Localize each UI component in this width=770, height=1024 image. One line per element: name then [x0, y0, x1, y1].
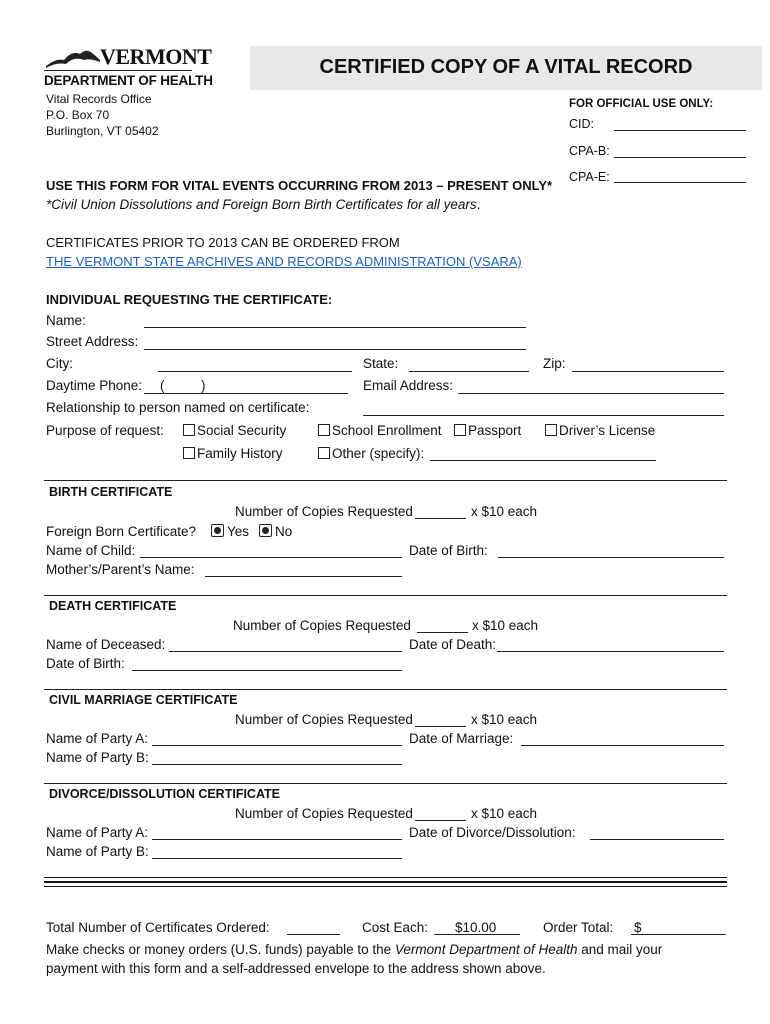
order-total-field[interactable]	[631, 934, 726, 935]
requester-heading: INDIVIDUAL REQUESTING THE CERTIFICATE:	[46, 292, 333, 307]
divorce-date-label: Date of Divorce/Dissolution:	[409, 825, 576, 840]
checkbox[interactable]	[545, 424, 557, 436]
payee-name: Vermont Department of Health	[394, 942, 578, 957]
death-each: x $10 each	[472, 618, 539, 633]
cost-each-label: Cost Each:	[362, 920, 429, 935]
section-divider	[44, 783, 727, 784]
city-field[interactable]	[158, 371, 352, 372]
notice-sub-end: .	[476, 197, 481, 212]
marriage-party-a-label: Name of Party A:	[46, 731, 149, 746]
phone-field[interactable]	[144, 393, 348, 394]
deceased-label: Name of Deceased:	[46, 637, 166, 652]
name-label: Name:	[46, 313, 86, 328]
mother-name-label: Mother’s/Parent’s Name:	[46, 562, 195, 577]
cpab-label: CPA-B:	[569, 144, 610, 158]
divorce-copies-label: Number of Copies Requested	[235, 806, 413, 821]
logo-rule	[44, 70, 192, 71]
foreign-born-label: Foreign Born Certificate?	[46, 524, 197, 539]
birth-heading: BIRTH CERTIFICATE	[49, 485, 173, 499]
checkbox[interactable]	[183, 447, 195, 459]
checkbox[interactable]	[318, 447, 330, 459]
order-total-label: Order Total:	[543, 920, 614, 935]
option-label: No	[275, 524, 293, 539]
street-field[interactable]	[144, 349, 526, 350]
phone-label: Daytime Phone:	[46, 378, 143, 393]
marriage-date-field[interactable]	[521, 745, 724, 746]
option-label: Family History	[197, 446, 283, 461]
cpae-field[interactable]	[614, 182, 746, 183]
notice-sub	[46, 197, 480, 212]
notice-prior: CERTIFICATES PRIOR TO 2013 CAN BE ORDERED FROM	[46, 235, 400, 250]
section-divider	[44, 689, 727, 690]
divorce-party-b-label: Name of Party B:	[46, 844, 149, 859]
birth-copies-label: Number of Copies Requested	[235, 504, 413, 519]
child-name-label: Name of Child:	[46, 543, 136, 558]
email-field[interactable]	[458, 393, 724, 394]
marriage-party-b-label: Name of Party B:	[46, 750, 149, 765]
relationship-field[interactable]	[363, 415, 724, 416]
foreign-yes-option[interactable]	[211, 524, 249, 539]
marriage-copies-field[interactable]	[415, 726, 466, 727]
street-label: Street Address:	[46, 334, 139, 349]
office-city: Burlington, VT 05402	[46, 124, 159, 138]
mother-name-field[interactable]	[205, 576, 402, 577]
notice-sub-text: *Civil Union Dissolutions and Foreign Born Birth Certificates for all years	[46, 197, 477, 212]
marriage-heading: CIVIL MARRIAGE CERTIFICATE	[49, 693, 238, 707]
payment-instructions	[46, 942, 662, 957]
option-label: Other (specify):	[332, 446, 425, 461]
option-drivers-license[interactable]	[545, 423, 655, 438]
state-label: State:	[363, 356, 399, 371]
payment-text-end: and mail your	[577, 942, 663, 957]
official-use-heading: FOR OFFICIAL USE ONLY:	[569, 98, 714, 110]
foreign-no-option[interactable]	[259, 524, 292, 539]
email-label: Email Address:	[363, 378, 454, 393]
birth-copies-field[interactable]	[415, 518, 466, 519]
name-field[interactable]	[144, 327, 526, 328]
page-title: CERTIFIED COPY OF A VITAL RECORD	[319, 56, 693, 78]
option-label: Passport	[468, 423, 522, 438]
option-label: Driver’s License	[559, 423, 656, 438]
birth-each: x $10 each	[471, 504, 538, 519]
death-date-field[interactable]	[497, 651, 724, 652]
death-dob-field[interactable]	[132, 670, 402, 671]
divorce-party-a-field[interactable]	[152, 839, 402, 840]
deceased-field[interactable]	[169, 651, 402, 652]
divorce-copies-field[interactable]	[415, 820, 466, 821]
radio-icon[interactable]	[259, 524, 272, 537]
divorce-date-field[interactable]	[590, 839, 724, 840]
other-specify-field[interactable]	[430, 460, 656, 461]
rule-line	[44, 881, 727, 883]
zip-field[interactable]	[572, 371, 724, 372]
option-other[interactable]	[318, 446, 424, 461]
birth-dob-label: Date of Birth:	[409, 543, 488, 558]
order-total-value: $	[634, 920, 642, 935]
section-divider	[44, 480, 727, 481]
death-copies-label: Number of Copies Requested	[233, 618, 411, 633]
checkbox[interactable]	[454, 424, 466, 436]
payment-instructions-line-2: payment with this form and a self-addressed envelope to the address shown above.	[46, 961, 546, 976]
death-date-label: Date of Death:	[409, 637, 497, 652]
divorce-party-b-field[interactable]	[152, 858, 402, 859]
total-count-label: Total Number of Certificates Ordered:	[46, 920, 270, 935]
office-po-box: P.O. Box 70	[46, 108, 110, 122]
phone-paren-close: )	[201, 378, 206, 393]
cost-each-value: $10.00	[455, 920, 497, 935]
option-passport[interactable]	[454, 423, 521, 438]
vermont-logo	[44, 44, 213, 90]
relationship-label: Relationship to person named on certificate:	[46, 400, 310, 415]
divorce-party-a-label: Name of Party A:	[46, 825, 149, 840]
marriage-party-b-field[interactable]	[152, 764, 402, 765]
option-label: Social Security	[197, 423, 287, 438]
state-field[interactable]	[409, 371, 529, 372]
purpose-label: Purpose of request:	[46, 423, 164, 438]
office-name: Vital Records Office	[46, 92, 152, 106]
cpae-label: CPA-E:	[569, 170, 610, 184]
checkbox[interactable]	[183, 424, 195, 436]
option-label: School Enrollment	[332, 423, 442, 438]
phone-paren-open: (	[160, 378, 165, 393]
marriage-date-label: Date of Marriage:	[409, 731, 514, 746]
title-band	[250, 46, 762, 90]
rule-line	[44, 877, 727, 878]
radio-icon[interactable]	[211, 524, 224, 537]
logo-wordmark: VERMONT	[100, 44, 212, 69]
checkbox[interactable]	[318, 424, 330, 436]
option-label: Yes	[227, 524, 250, 539]
death-copies-field[interactable]	[417, 632, 468, 633]
option-school-enrollment[interactable]	[318, 423, 442, 438]
payment-text: Make checks or money orders (U.S. funds) payable to the	[46, 942, 395, 957]
marriage-copies-label: Number of Copies Requested	[235, 712, 413, 727]
child-name-field[interactable]	[140, 557, 402, 558]
marriage-each: x $10 each	[471, 712, 538, 727]
death-heading: DEATH CERTIFICATE	[49, 599, 177, 613]
divorce-heading: DIVORCE/DISSOLUTION CERTIFICATE	[49, 787, 281, 801]
department-name: DEPARTMENT OF HEALTH	[44, 73, 213, 88]
vsara-link[interactable]: THE VERMONT STATE ARCHIVES AND RECORDS ADMINISTRATION (VSARA)	[46, 254, 522, 269]
divorce-each: x $10 each	[471, 806, 538, 821]
birth-dob-field[interactable]	[498, 557, 724, 558]
option-social-security[interactable]	[183, 423, 286, 438]
city-label: City:	[46, 356, 73, 371]
death-dob-label: Date of Birth:	[46, 656, 125, 671]
zip-label: Zip:	[543, 356, 566, 371]
total-count-field[interactable]	[287, 934, 340, 935]
rule-line	[44, 886, 727, 887]
option-family-history[interactable]	[183, 446, 283, 461]
notice-main: USE THIS FORM FOR VITAL EVENTS OCCURRING FROM 2013 – PRESENT ONLY*	[46, 178, 553, 193]
cid-field[interactable]	[614, 130, 746, 131]
cpab-field[interactable]	[614, 157, 746, 158]
cid-label: CID:	[569, 117, 594, 131]
section-divider	[44, 595, 727, 596]
marriage-party-a-field[interactable]	[152, 745, 402, 746]
